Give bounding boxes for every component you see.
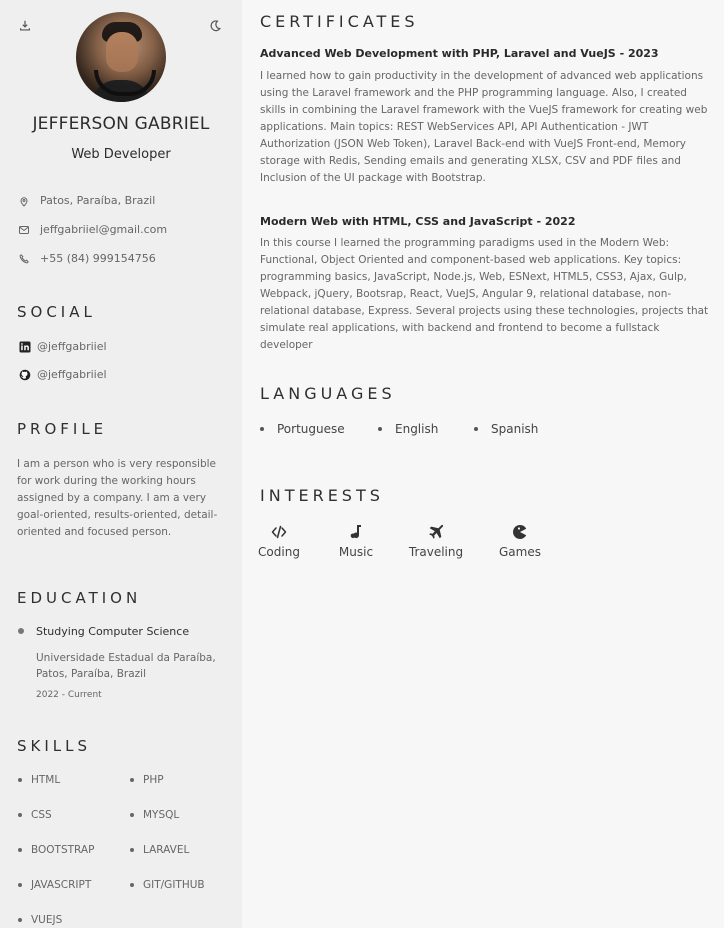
contact-email[interactable] (18, 223, 228, 236)
interest-music (326, 523, 386, 559)
avatar-shade (76, 12, 166, 102)
social-github[interactable] (19, 368, 107, 381)
contact-location (18, 194, 228, 207)
map-pin-icon (18, 195, 30, 207)
certificate-title: Modern Web with HTML, CSS and JavaScript - 2022 (260, 215, 576, 228)
mail-icon (18, 224, 30, 236)
linkedin-handle: @jeffgabriiel (37, 340, 107, 353)
interest-coding (249, 523, 309, 559)
profile-name: JEFFERSON GABRIEL (32, 114, 210, 134)
skill-vuejs: VUEJS (18, 914, 62, 926)
section-profile-title: PROFILE (17, 420, 108, 438)
linkedin-icon (19, 341, 31, 353)
contact-phone-text: +55 (84) 999154756 (40, 252, 156, 265)
interest-label: Traveling (408, 545, 464, 559)
section-education-title: EDUCATION (17, 589, 142, 607)
moon-icon[interactable] (207, 18, 223, 34)
interest-games (490, 523, 550, 559)
github-handle: @jeffgabriiel (37, 368, 107, 381)
plane-icon (427, 523, 445, 541)
education-bullet (18, 628, 24, 634)
interest-traveling (406, 523, 466, 559)
interest-label: Coding (258, 545, 300, 559)
education-date: 2022 - Current (36, 690, 102, 700)
certificate-description: I learned how to gain productivity in the development of advanced web applications using the Laravel framework and the PHP programming language. Also, I created skills in combining the Laravel framework with the VueJS framework for creating web applications. Main topics: REST WebServices API, API Authentication - JWT Authorization (JSON Web Token), Laravel Back-end with VueJS Front-end, Memory storage with Redis, Sending emails and generating XLSX, CSV and PDF files and Inclusion of the UI package with Bootstrap. (260, 70, 708, 184)
section-languages-title: LANGUAGES (260, 384, 396, 403)
education-course: Studying Computer Science (36, 625, 190, 638)
skill-laravel: LARAVEL (130, 844, 189, 856)
contact-email-text: jeffgabriiel@gmail.com (40, 223, 168, 236)
main-content (242, 0, 724, 928)
skill-html: HTML (18, 774, 60, 786)
phone-icon (18, 253, 30, 265)
skills-list (18, 774, 228, 928)
profile-role: Web Developer (71, 147, 171, 162)
language-item: English (378, 422, 438, 436)
download-icon[interactable] (17, 18, 33, 34)
section-certificates-title: CERTIFICATES (260, 12, 419, 31)
skill-git-github: GIT/GITHUB (130, 879, 205, 891)
interest-label: Music (338, 545, 374, 559)
certificate-description: In this course I learned the programming paradigms used in the Modern Web: Functional, Object Oriented and component-based web applications. Key topics: programming basics, JavaScript, Node.js, Web, ESNext, HTML5, CSS3, Ajax, Gulp, Webpack, jQuery, Bootsrap, React, VueJS, Angular 9, relational database, non-relational database, Express. Several projects using these technologies, projects that simulate real applications, with backend and frontend to become a fullstack developer (260, 237, 709, 351)
avatar (76, 12, 166, 102)
left-sidebar (0, 0, 242, 928)
section-social-title: SOCIAL (17, 303, 96, 321)
interest-label: Games (499, 545, 541, 559)
language-item: Portuguese (260, 422, 345, 436)
certificate-title: Advanced Web Development with PHP, Laravel and VueJS - 2023 (260, 47, 659, 60)
github-icon (19, 369, 31, 381)
contact-location-text: Patos, Paraíba, Brazil (40, 194, 156, 207)
section-interests-title: INTERESTS (260, 486, 384, 505)
section-skills-title: SKILLS (17, 737, 92, 755)
pacman-icon (511, 523, 529, 541)
skill-bootstrap: BOOTSTRAP (18, 844, 94, 856)
skill-php: PHP (130, 774, 164, 786)
music-icon (347, 523, 365, 541)
skill-javascript: JAVASCRIPT (18, 879, 91, 891)
skill-css: CSS (18, 809, 52, 821)
social-linkedin[interactable] (19, 340, 107, 353)
code-icon (270, 523, 288, 541)
profile-description: I am a person who is very responsible for work during the working hours assigned by a company. I am a very goal-oriented, results-oriented, detail-oriented and focused person. (17, 458, 218, 538)
skill-mysql: MYSQL (130, 809, 179, 821)
contact-phone[interactable] (18, 252, 228, 265)
education-school: Universidade Estadual da Paraíba, Patos, Paraíba, Brazil (36, 652, 216, 680)
language-item: Spanish (474, 422, 538, 436)
